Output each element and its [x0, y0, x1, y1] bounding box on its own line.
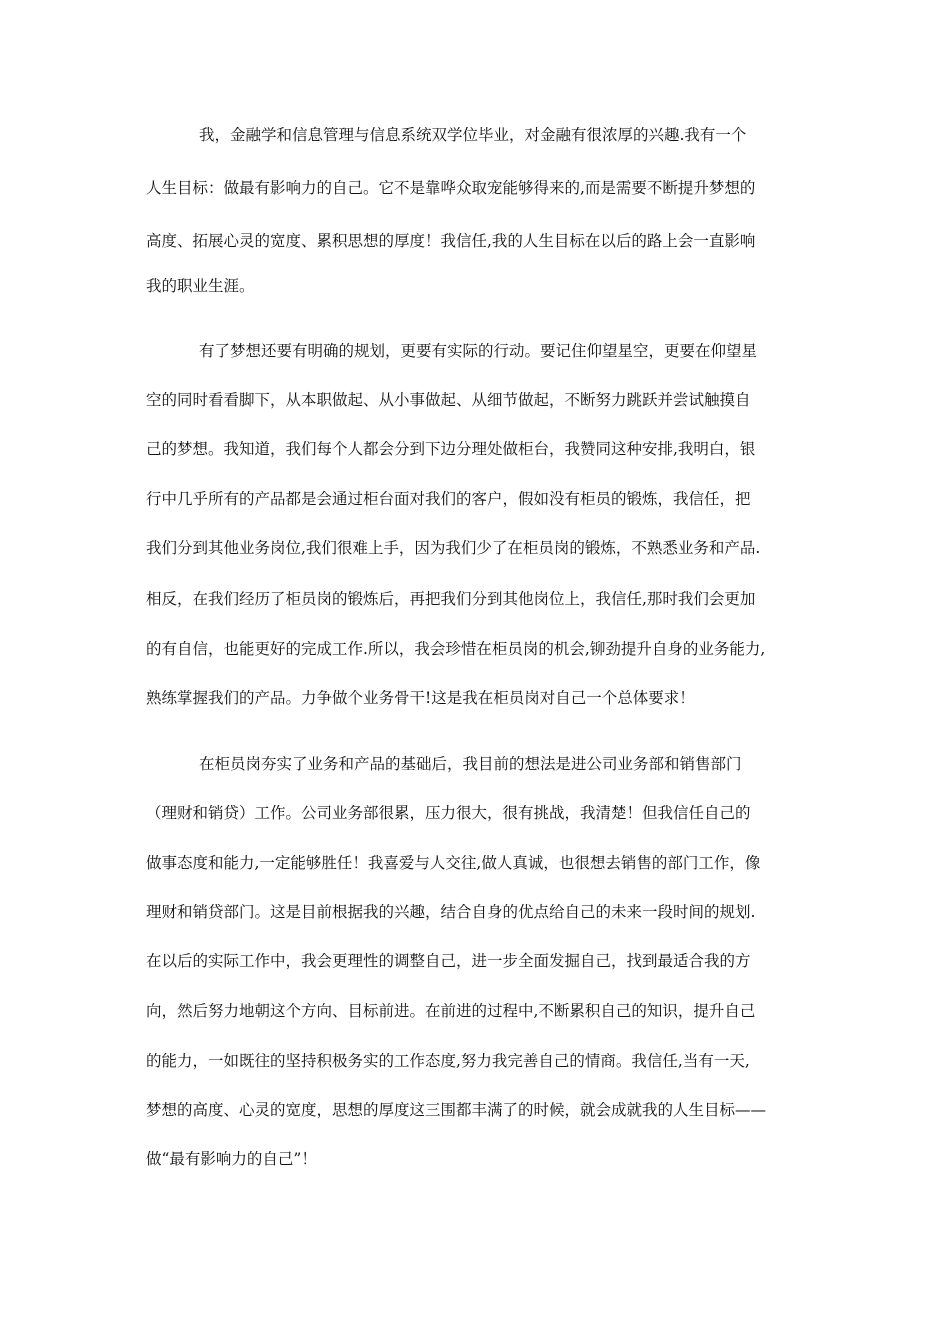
paragraph-2-line-7: 的有自信，也能更好的完成工作.所以，我会珍惜在柜员岗的机会,铆劲提升自身的业务能力,	[146, 640, 766, 658]
paragraph-3-line-3: 做事态度和能力,一定能够胜任！我喜爱与人交往,做人真诚，也很想去销售的部门工作，像	[146, 854, 761, 872]
paragraph-2-line-2: 空的同时看看脚下，从本职做起、从小事做起、从细节做起，不断努力跳跃并尝试触摸自	[146, 391, 751, 409]
paragraph-3-line-4: 理财和销贷部门。这是目前根据我的兴趣，结合自身的优点给自己的未来一段时间的规划.	[146, 903, 756, 921]
paragraph-2-line-8: 熟练掌握我们的产品。力争做个业务骨干!这是我在柜员岗对自己一个总体要求！	[146, 689, 695, 707]
paragraph-3-line-7: 的能力，一如既往的坚持积极务实的工作态度,努力我完善自己的情商。我信任,当有一天,	[146, 1052, 750, 1070]
paragraph-3-line-8: 梦想的高度、心灵的宽度，思想的厚度这三围都丰满了的时候，就会成就我的人生目标——	[146, 1101, 767, 1119]
paragraph-3-line-6: 向，然后努力地朝这个方向、目标前进。在前进的过程中,不断累积自己的知识，提升自己	[146, 1002, 756, 1020]
paragraph-2-line-1: 有了梦想还要有明确的规划，更要有实际的行动。要记住仰望星空，更要在仰望星	[199, 342, 758, 360]
paragraph-2-line-4: 行中几乎所有的产品都是会通过柜台面对我们的客户，假如没有柜员的锻炼，我信任，把	[146, 490, 751, 508]
paragraph-3-line-9: 做“最有影响力的自己”！	[146, 1150, 317, 1168]
paragraph-2-line-3: 己的梦想。我知道，我们每个人都会分到下边分理处做柜台，我赞同这种安排,我明白，银	[146, 440, 756, 458]
paragraph-3-line-1: 在柜员岗夯实了业务和产品的基础后，我目前的想法是进公司业务部和销售部门	[199, 755, 742, 773]
paragraph-1-line-3: 高度、拓展心灵的宽度、累积思想的厚度！我信任,我的人生目标在以后的路上会一直影响	[146, 232, 756, 250]
paragraph-1-line-2: 人生目标：做最有影响力的自己。它不是靠哗众取宠能够得来的,而是需要不断提升梦想的	[146, 179, 756, 197]
paragraph-2-line-6: 相反，在我们经历了柜员岗的锻炼后，再把我们分到其他岗位上，我信任,那时我们会更加	[146, 590, 756, 608]
paragraph-3-line-5: 在以后的实际工作中，我会更理性的调整自己，进一步全面发掘自己，找到最适合我的方	[146, 952, 751, 970]
paragraph-2-line-5: 我们分到其他业务岗位,我们很难上手，因为我们少了在柜员岗的锻炼，不熟悉业务和产品.	[146, 539, 761, 557]
paragraph-1-line-1: 我，金融学和信息管理与信息系统双学位毕业，对金融有很浓厚的兴趣.我有一个	[199, 126, 747, 144]
paragraph-3-line-2: （理财和销贷）工作。公司业务部很累，压力很大，很有挑战，我清楚！但我信任自己的	[146, 804, 751, 822]
paragraph-1-line-4: 我的职业生涯。	[146, 277, 255, 295]
